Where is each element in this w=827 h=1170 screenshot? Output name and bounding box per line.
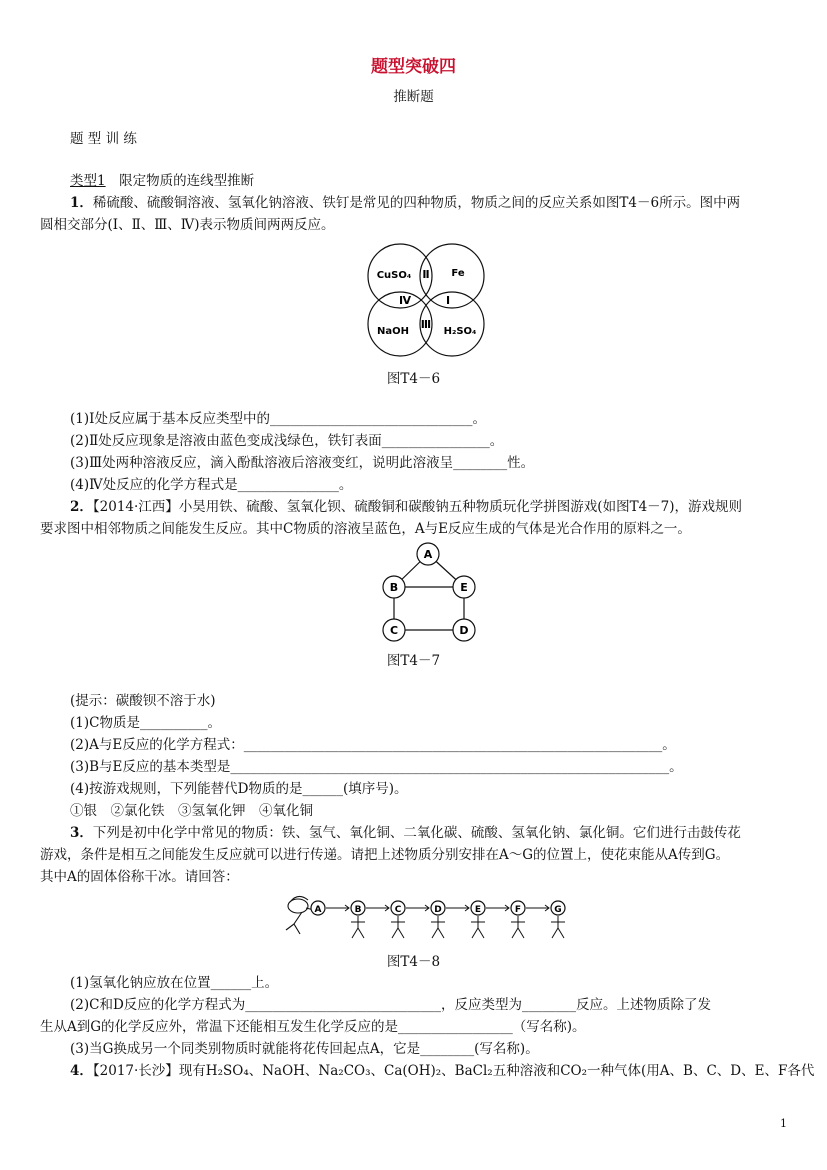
stick-figure-icon xyxy=(471,916,485,938)
q3-number: 3． xyxy=(70,825,93,841)
q1-text-line1: 1．稀硫酸、硫酸铜溶液、氢氧化钠溶液、铁钉是常见的四种物质，物质之间的反应关系如图T4－6所示。图中两 xyxy=(70,195,741,211)
q1-sub2: (2)Ⅱ处反应现象是溶液由蓝色变成浅绿色，铁钉表面________________。 xyxy=(70,433,504,449)
arrow-right-icon xyxy=(526,905,549,911)
q1-sub1: (1)Ⅰ处反应属于基本反应类型中的______________________________。 xyxy=(70,411,486,427)
figure-caption-t4-6: 图T4－6 xyxy=(386,371,441,387)
page-subtitle: 推断题 xyxy=(393,89,434,105)
q2-sub3: (3)B与E反应的基本类型是_________________________________________________________________。 xyxy=(70,759,683,775)
q4-source: 【2017·长沙】 xyxy=(92,1063,179,1079)
figure-caption-t4-8: 图T4－8 xyxy=(386,954,441,970)
svg-text:B: B xyxy=(389,581,399,594)
q3-sub2-line1: (2)C和D反应的化学方程式为_____________________________，反应类型为________反应。上述物质除了发 xyxy=(70,997,712,1013)
label-cuso4: CuSO₄ xyxy=(376,270,412,281)
stick-figure-icon xyxy=(351,916,365,938)
q2-text-line2: 要求图中相邻物质之间能发生反应。其中C物质的溶液呈蓝色，A与E反应生成的气体是光合作用的原料之一。 xyxy=(40,521,691,537)
region-i: Ⅰ xyxy=(445,294,451,307)
q3-text-line2: 游戏，条件是相互之间能发生反应就可以进行传递。请把上述物质分别安排在A～G的位置上，使花束能从A传到G。 xyxy=(40,847,730,863)
figure-puzzle xyxy=(375,540,485,648)
region-ii: Ⅱ xyxy=(422,268,430,281)
svg-text:A: A xyxy=(423,548,433,561)
q2-source: 【2014·江西】 xyxy=(92,499,179,515)
arrow-right-icon xyxy=(406,905,429,911)
q2-hint: (提示：碳酸钡不溶于水) xyxy=(70,693,216,709)
stick-figure-icon xyxy=(551,916,565,938)
label-naoh: NaOH xyxy=(377,326,409,337)
q1-number: 1． xyxy=(70,195,93,211)
arrow-right-icon xyxy=(326,905,349,911)
chain-node-label: G xyxy=(554,905,562,915)
arrow-right-icon xyxy=(486,905,509,911)
section-heading: 题 型 训 练 xyxy=(70,131,137,147)
chain-node-label: A xyxy=(314,905,322,915)
figure-pass-game xyxy=(280,890,590,942)
type1-label: 类型1 xyxy=(70,173,106,189)
q3-sub2-line2: 生从A到G的化学反应外，常温下还能相互发生化学反应的是_________________（写名称)。 xyxy=(40,1019,586,1035)
region-iv: Ⅳ xyxy=(398,294,412,307)
page-title: 题型突破四 xyxy=(371,57,456,77)
svg-text:D: D xyxy=(459,624,469,637)
q4-number: 4． xyxy=(70,1063,93,1079)
stick-figure-icon xyxy=(511,916,525,938)
q2-number: 2． xyxy=(70,499,93,515)
q3-sub1: (1)氢氧化钠应放在位置______上。 xyxy=(70,975,279,991)
person-figure-icon xyxy=(286,896,314,934)
stick-figure-icon xyxy=(391,916,405,938)
q1-sub4: (4)Ⅳ处反应的化学方程式是_______________。 xyxy=(70,477,353,493)
chain-node-label: D xyxy=(434,905,442,915)
chain-node-label: B xyxy=(354,905,362,915)
figure-caption-t4-7: 图T4－7 xyxy=(386,653,441,669)
q2-sub1: (1)C物质是__________。 xyxy=(70,715,221,731)
chain-node-label: C xyxy=(394,905,402,915)
q1-sub3: (3)Ⅲ处两种溶液反应，滴入酚酞溶液后溶液变红，说明此溶液呈________性。 xyxy=(70,455,535,471)
q2-text-line1: 2．【2014·江西】小昊用铁、硫酸、氢氧化钡、硫酸铜和碳酸钠五种物质玩化学拼图游戏(如图T4－7)，游戏规则 xyxy=(70,499,743,515)
q2-sub2: (2)A与E反应的化学方程式：______________________________________________________________。 xyxy=(70,737,676,753)
q3-sub3: (3)当G换成另一个同类别物质时就能将花传回起点A，它是________(写名称)。 xyxy=(70,1041,539,1057)
type1-heading xyxy=(70,172,254,190)
node-chain xyxy=(311,901,565,938)
label-fe: Fe xyxy=(451,268,465,279)
stick-figure-icon xyxy=(431,916,445,938)
page-number: 1 xyxy=(780,1117,787,1130)
q2-sub4: (4)按游戏规则，下列能替代D物质的是______(填序号)。 xyxy=(70,781,408,797)
q4-text: 4．【2017·长沙】现有H₂SO₄、NaOH、Na₂CO₃、Ca(OH)₂、BaCl₂五种溶液和CO₂一种气体(用A、B、C、D、E、F各代 xyxy=(70,1063,815,1079)
q1-text-line2: 圆相交部分(Ⅰ、Ⅱ、Ⅲ、Ⅳ)表示物质间两两反应。 xyxy=(40,217,335,233)
type1-title: 限定物质的连线型推断 xyxy=(119,173,255,189)
arrow-right-icon xyxy=(446,905,469,911)
q3-text-line3: 其中A的固体俗称干冰。请回答： xyxy=(40,869,239,885)
arrow-right-icon xyxy=(366,905,389,911)
q2-options: ①银 ②氯化铁 ③氢氧化钾 ④氧化铜 xyxy=(70,803,313,819)
region-iii: Ⅲ xyxy=(420,318,432,331)
chain-node-label: E xyxy=(474,905,482,915)
label-h2so4: H₂SO₄ xyxy=(443,326,477,337)
chain-node-label: F xyxy=(514,905,522,915)
q3-text-line1: 3．下列是初中化学中常见的物质：铁、氢气、氧化铜、二氧化碳、硫酸、氢氧化钠、氯化铜。它们进行击鼓传花 xyxy=(70,825,741,841)
figure-four-circles xyxy=(360,238,500,363)
svg-text:E: E xyxy=(460,581,468,594)
svg-text:C: C xyxy=(389,624,399,637)
